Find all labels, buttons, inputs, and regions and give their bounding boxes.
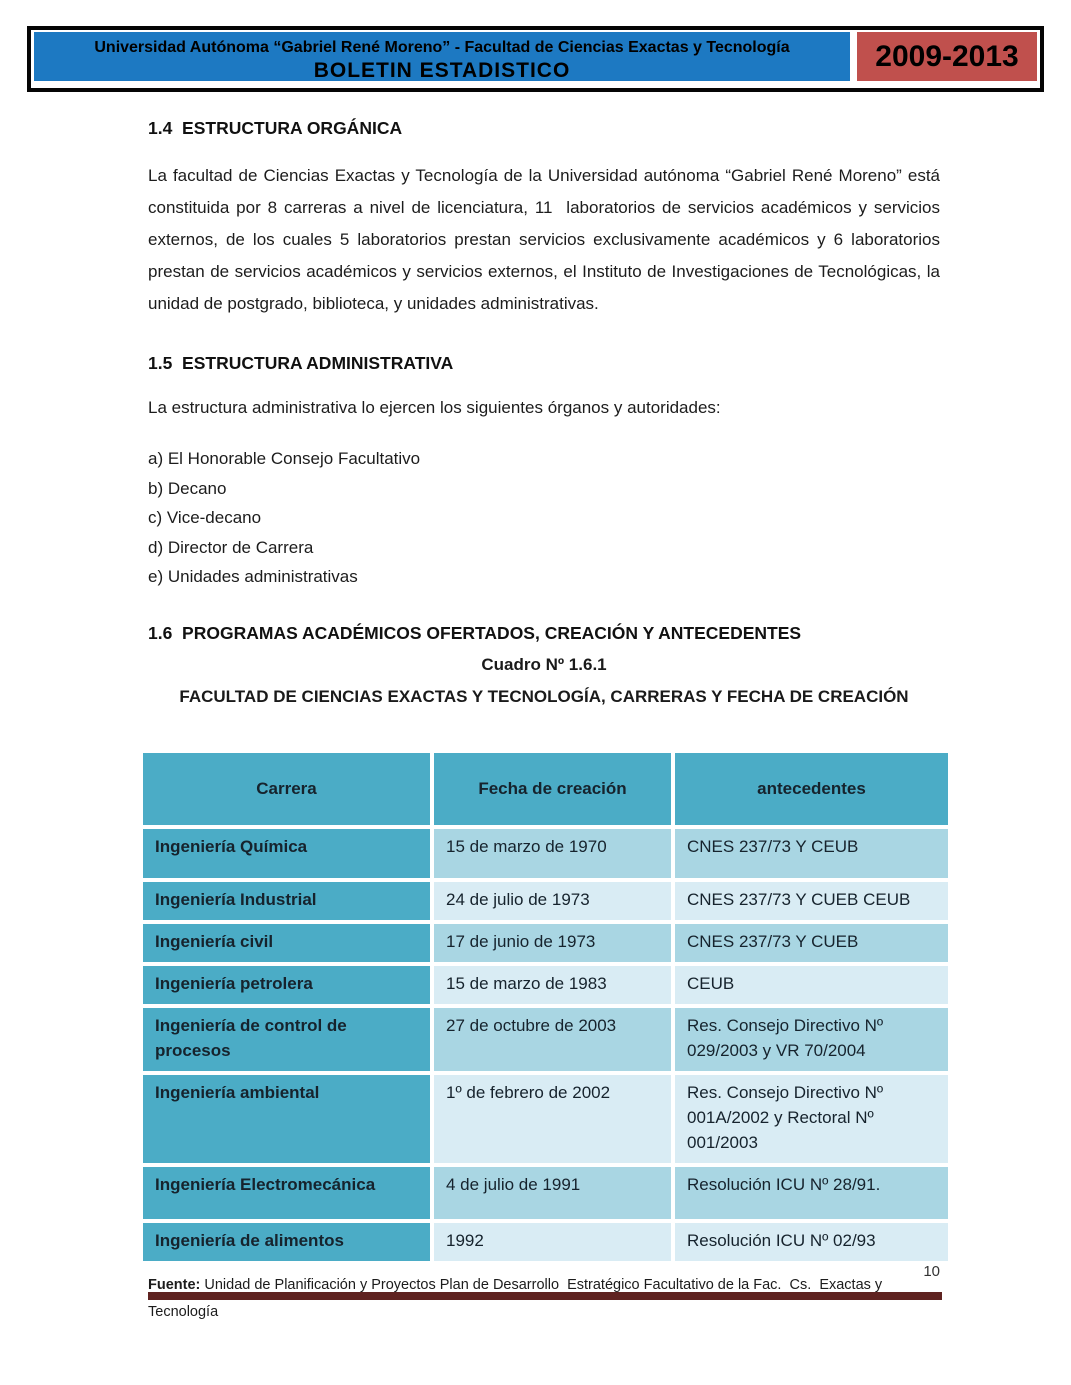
list-item: d) Director de Carrera (148, 537, 314, 557)
table-header-row (143, 753, 948, 825)
career-name-cell: Ingeniería civil (143, 924, 430, 962)
header-banner-blue-panel (34, 32, 850, 81)
table-cell: 24 de julio de 1973 (434, 882, 671, 920)
career-name-cell: Ingeniería Química (143, 829, 430, 878)
table-cell: Res. Consejo Directivo Nº 001A/2002 y Rectoral Nº 001/2003 (675, 1075, 948, 1163)
table-row (143, 1075, 948, 1163)
list-item: b) Decano (148, 478, 227, 498)
column-header-carrera: Carrera (143, 753, 430, 825)
table-row (143, 882, 948, 920)
table-row (143, 924, 948, 962)
list-item: c) Vice-decano (148, 508, 262, 527)
authorities-list (148, 444, 940, 592)
source-note-label: Fuente: (148, 1276, 201, 1293)
table-row (143, 966, 948, 1004)
footer-rule (148, 1292, 942, 1300)
career-name-cell: Ingeniería de alimentos (143, 1223, 430, 1261)
table-cell: 1º de febrero de 2002 (434, 1075, 671, 1163)
table-cell: 27 de octubre de 2003 (434, 1008, 671, 1071)
section-1-6-heading: 1.6 PROGRAMAS ACADÉMICOS OFERTADOS, CREACIÓN Y ANTECEDENTES (148, 622, 802, 643)
table-cell: 17 de junio de 1973 (434, 924, 671, 962)
careers-table (139, 749, 952, 1265)
section-1-5-intro: La estructura administrativa lo ejercen los siguientes órganos y autoridades: (148, 398, 721, 417)
table-caption: Cuadro Nº 1.6.1 (481, 654, 607, 674)
section-1-4-paragraph: La facultad de Ciencias Exactas y Tecnología de la Universidad autónoma “Gabriel René Moreno” está constituida por 8 carreras a nivel de licenciatura, 11 laboratorios de servicios académicos y servicios externos, de los cuales 5 laboratorios prestan servicios exclusivamente académicos y 6 laboratorios prestan de servicios académicos y servicios externos, el Instituto de Investigaciones de Tecnológicas, la unidad de postgrado, biblioteca, y unidades administrativas. (148, 166, 945, 313)
table-row (143, 1167, 948, 1219)
career-name-cell: Ingeniería Industrial (143, 882, 430, 920)
table-cell: 15 de marzo de 1970 (434, 829, 671, 878)
column-header-fecha: Fecha de creación (434, 753, 671, 825)
table-cell: 15 de marzo de 1983 (434, 966, 671, 1004)
table-cell: CEUB (675, 966, 948, 1004)
section-1-5-heading: 1.5 ESTRUCTURA ADMINISTRATIVA (148, 353, 454, 373)
table-row (143, 829, 948, 878)
list-item: e) Unidades administrativas (148, 567, 358, 586)
table-cell: 4 de julio de 1991 (434, 1167, 671, 1219)
section-1-4-heading: 1.4 ESTRUCTURA ORGÁNICA (148, 118, 403, 138)
page-number: 10 (923, 1263, 940, 1280)
table-row (143, 1008, 948, 1071)
university-name: Universidad Autónoma “Gabriel René Moreno” - Facultad de Ciencias Exactas y Tecnología (94, 39, 790, 56)
table-row (143, 1223, 948, 1261)
bulletin-title: BOLETIN ESTADISTICO (313, 59, 571, 82)
career-name-cell: Ingeniería ambiental (143, 1075, 430, 1163)
page-content (148, 106, 945, 1326)
table-cell: 1992 (434, 1223, 671, 1261)
table-cell: Resolución ICU Nº 28/91. (675, 1167, 948, 1219)
header-banner (27, 26, 1044, 92)
source-note-text: Unidad de Planificación y Proyectos Plan de Desarrollo Estratégico Facultativo de la Fac. Cs. Exactas y Tecnología (148, 1276, 886, 1320)
table-cell: Resolución ICU Nº 02/93 (675, 1223, 948, 1261)
table-cell: CNES 237/73 Y CUEB (675, 924, 948, 962)
list-item: a) El Honorable Consejo Facultativo (148, 449, 421, 468)
career-name-cell: Ingeniería petrolera (143, 966, 430, 1004)
column-header-antecedentes: antecedentes (675, 753, 948, 825)
table-title: FACULTAD DE CIENCIAS EXACTAS Y TECNOLOGÍA, CARRERAS Y FECHA DE CREACIÓN (179, 686, 909, 706)
career-name-cell: Ingeniería de control de procesos (143, 1008, 430, 1071)
table-cell: CNES 237/73 Y CEUB (675, 829, 948, 878)
table-cell: Res. Consejo Directivo Nº 029/2003 y VR 70/2004 (675, 1008, 948, 1071)
years-badge: 2009-2013 (857, 32, 1037, 81)
career-name-cell: Ingeniería Electromecánica (143, 1167, 430, 1219)
table-cell: CNES 237/73 Y CUEB CEUB (675, 882, 948, 920)
